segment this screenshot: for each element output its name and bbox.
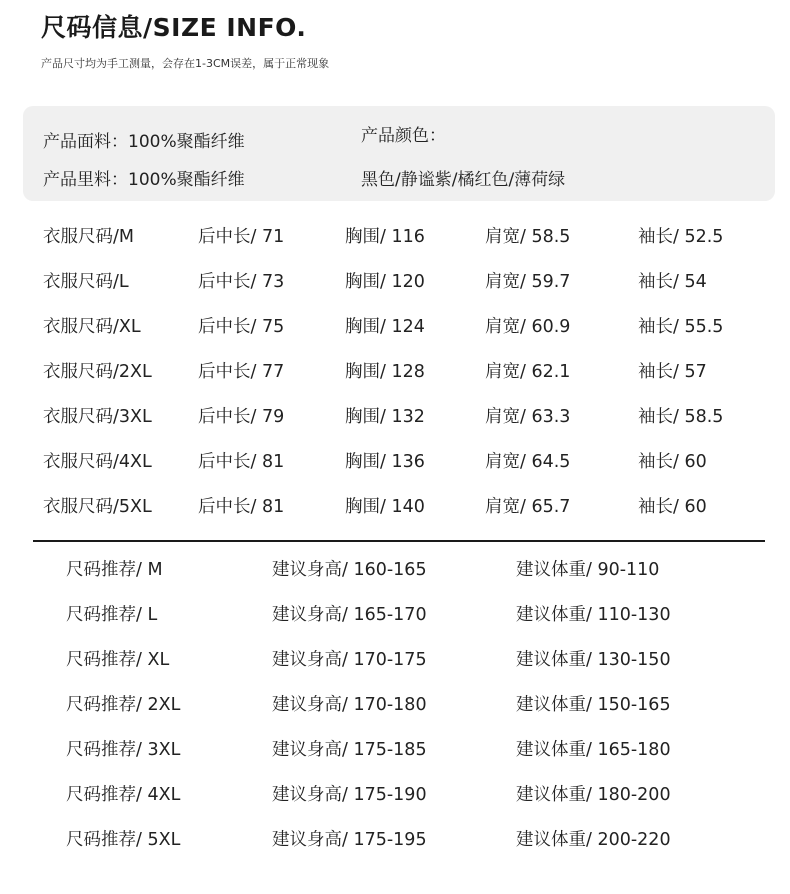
size-cell: 衣服尺码/4XL (43, 452, 152, 472)
shoulder-cell: 肩宽/ 62.1 (485, 362, 571, 382)
recommend-size-cell: 尺码推荐/ L (66, 605, 158, 625)
length-cell: 后中长/ 71 (198, 227, 285, 247)
page-title: 尺码信息/SIZE INFO. (41, 13, 307, 42)
recommend-size-cell: 尺码推荐/ M (66, 560, 163, 580)
recommend-weight-cell: 建议体重/ 165-180 (516, 740, 671, 760)
recommend-height-cell: 建议身高/ 170-180 (272, 695, 427, 715)
length-cell: 后中长/ 81 (198, 452, 285, 472)
size-cell: 衣服尺码/5XL (43, 497, 152, 517)
fabric-info: 产品面料：100%聚酯纤维 (43, 132, 245, 152)
shoulder-cell: 肩宽/ 64.5 (485, 452, 571, 472)
shoulder-cell: 肩宽/ 63.3 (485, 407, 571, 427)
recommend-size-cell: 尺码推荐/ 2XL (66, 695, 181, 715)
recommend-weight-cell: 建议体重/ 150-165 (516, 695, 671, 715)
shoulder-cell: 肩宽/ 59.7 (485, 272, 571, 292)
sleeve-cell: 袖长/ 60 (638, 497, 707, 517)
length-cell: 后中长/ 73 (198, 272, 285, 292)
recommend-size-cell: 尺码推荐/ 3XL (66, 740, 181, 760)
shoulder-cell: 肩宽/ 58.5 (485, 227, 571, 247)
recommend-height-cell: 建议身高/ 170-175 (272, 650, 427, 670)
sleeve-cell: 袖长/ 54 (638, 272, 707, 292)
shoulder-cell: 肩宽/ 65.7 (485, 497, 571, 517)
chest-cell: 胸围/ 128 (345, 362, 425, 382)
recommend-height-cell: 建议身高/ 160-165 (272, 560, 427, 580)
recommend-height-cell: 建议身高/ 165-170 (272, 605, 427, 625)
sleeve-cell: 袖长/ 58.5 (638, 407, 724, 427)
size-cell: 衣服尺码/XL (43, 317, 141, 337)
size-cell: 衣服尺码/L (43, 272, 129, 292)
recommend-weight-cell: 建议体重/ 180-200 (516, 785, 671, 805)
color-options: 黑色/静谧紫/橘红色/薄荷绿 (361, 170, 566, 190)
length-cell: 后中长/ 81 (198, 497, 285, 517)
chest-cell: 胸围/ 136 (345, 452, 425, 472)
chest-cell: 胸围/ 124 (345, 317, 425, 337)
chest-cell: 胸围/ 140 (345, 497, 425, 517)
length-cell: 后中长/ 79 (198, 407, 285, 427)
section-divider (33, 540, 765, 542)
recommend-weight-cell: 建议体重/ 130-150 (516, 650, 671, 670)
recommend-size-cell: 尺码推荐/ 5XL (66, 830, 181, 850)
material-info-box (23, 106, 775, 201)
measurement-note: 产品尺寸均为手工测量，会存在1-3CM误差，属于正常现象 (41, 57, 330, 70)
size-cell: 衣服尺码/M (43, 227, 134, 247)
length-cell: 后中长/ 77 (198, 362, 285, 382)
lining-info: 产品里料：100%聚酯纤维 (43, 170, 245, 190)
shoulder-cell: 肩宽/ 60.9 (485, 317, 571, 337)
sleeve-cell: 袖长/ 55.5 (638, 317, 724, 337)
length-cell: 后中长/ 75 (198, 317, 285, 337)
size-cell: 衣服尺码/3XL (43, 407, 152, 427)
recommend-height-cell: 建议身高/ 175-195 (272, 830, 427, 850)
recommend-height-cell: 建议身高/ 175-190 (272, 785, 427, 805)
sleeve-cell: 袖长/ 52.5 (638, 227, 724, 247)
size-cell: 衣服尺码/2XL (43, 362, 152, 382)
sleeve-cell: 袖长/ 57 (638, 362, 707, 382)
recommend-weight-cell: 建议体重/ 90-110 (516, 560, 660, 580)
recommend-weight-cell: 建议体重/ 200-220 (516, 830, 671, 850)
color-label: 产品颜色： (361, 126, 446, 146)
chest-cell: 胸围/ 132 (345, 407, 425, 427)
recommend-size-cell: 尺码推荐/ XL (66, 650, 170, 670)
recommend-weight-cell: 建议体重/ 110-130 (516, 605, 671, 625)
recommend-height-cell: 建议身高/ 175-185 (272, 740, 427, 760)
recommend-size-cell: 尺码推荐/ 4XL (66, 785, 181, 805)
chest-cell: 胸围/ 120 (345, 272, 425, 292)
sleeve-cell: 袖长/ 60 (638, 452, 707, 472)
chest-cell: 胸围/ 116 (345, 227, 425, 247)
